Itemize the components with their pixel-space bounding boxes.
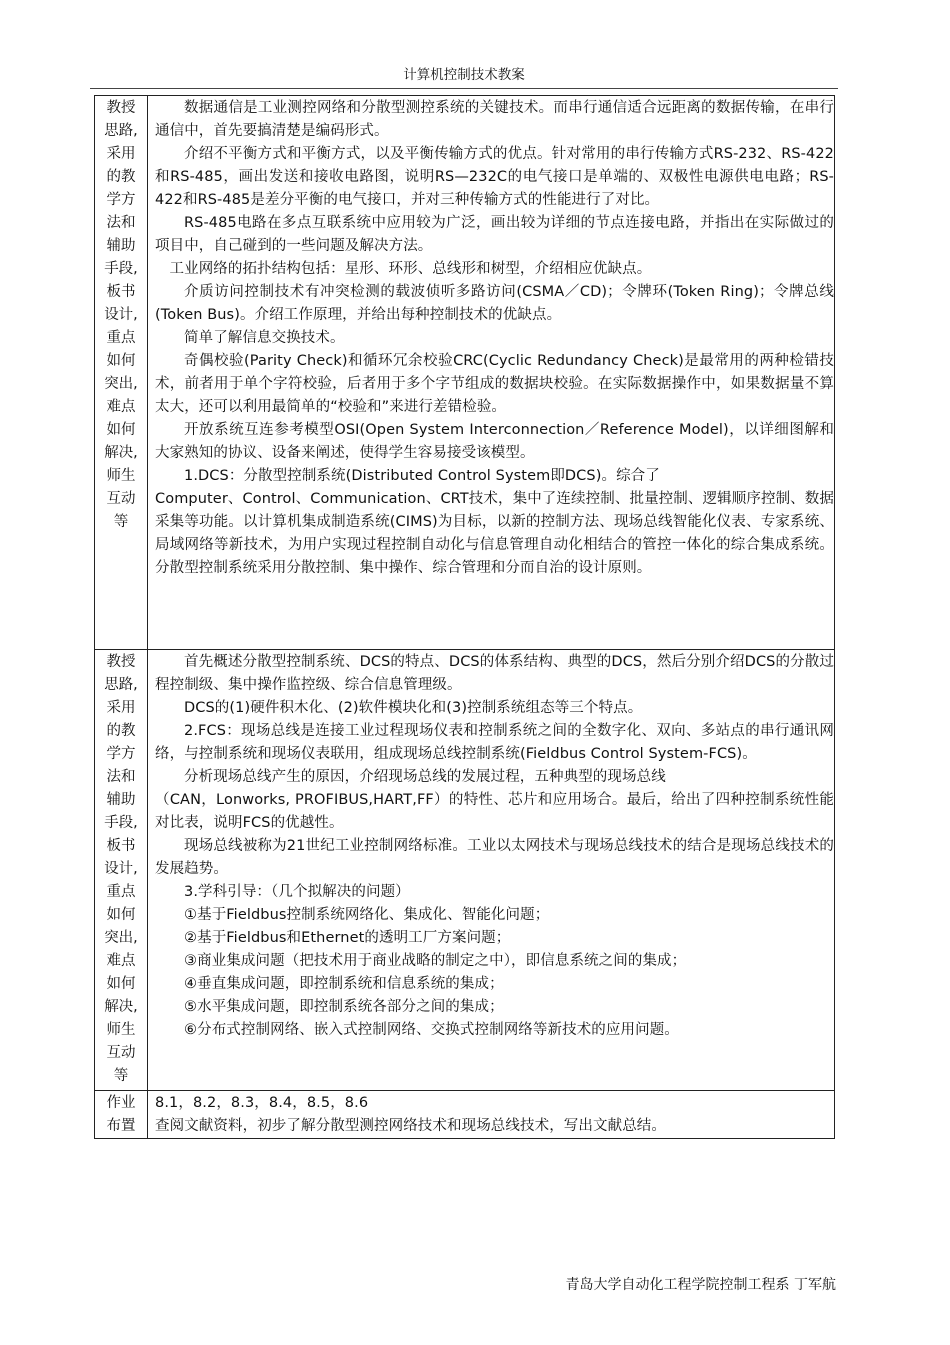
label-line: 手段, <box>104 261 138 277</box>
label-line: 作业 <box>106 1095 136 1111</box>
table-row-teaching-approach-2 <box>95 650 835 1091</box>
label-line: 互动 <box>106 1045 136 1061</box>
table-row-homework <box>95 1091 835 1139</box>
label-line: 解决, <box>104 445 138 461</box>
label-line: 设计, <box>104 307 138 323</box>
label-line: 思路, <box>104 123 138 139</box>
paragraph: 简单了解信息交换技术。 <box>184 330 345 346</box>
label-line: 辅助 <box>106 792 136 808</box>
paragraph: ⑤水平集成问题，即控制系统各部分之间的集成； <box>184 999 504 1015</box>
label-line: 板书 <box>106 838 136 854</box>
label-line: 难点 <box>106 953 136 969</box>
paragraph: ③商业集成问题（把技术用于商业战略的制定之中），即信息系统之间的集成； <box>184 953 687 969</box>
paragraph: 工业网络的拓扑结构包括：星形、环形、总线形和树型，介绍相应优缺点。 <box>169 261 652 277</box>
label-line: 学方 <box>106 192 136 208</box>
paragraph: ⑥分布式控制网络、嵌入式控制网络、交换式控制网络等新技术的应用问题。 <box>184 1022 679 1038</box>
paragraph: （CAN，Lonworks, PROFIBUS,HART,FF）的特性、芯片和应用场合。最后，给出了四种控制系统性能对比表，说明FCS的优越性。 <box>155 792 834 831</box>
paragraph: Computer、Control、Communication、CRT技术，集中了连续控制、批量控制、逻辑顺序控制、数据采集等功能。以计算机集成制造系统(CIMS)为目标，以新的控制方法、现场总线智能化仪表、专家系统、局域网络等新技术，为用户实现过程控制自动化与信息管理自动化相结合的管控一体化的综合集成系统。分散型控制系统采用分散控制、集中操作、综合管理和分而自治的设计原则。 <box>155 491 834 576</box>
label-line: 如何 <box>106 907 136 923</box>
label-line: 教授 <box>106 100 136 116</box>
label-line: 学方 <box>106 746 136 762</box>
paragraph: 介绍不平衡方式和平衡方式，以及平衡传输方式的优点。针对常用的串行传输方式RS-232、RS-422和RS-485，画出发送和接收电路图，说明RS—232C的电气接口是单端的、双极性电源供电电路；RS-422和RS-485是差分平衡的电气接口，并对三种传输方式的性能进行了对比。 <box>155 146 834 208</box>
page-header: 计算机控制技术教案 <box>90 66 838 89</box>
paragraph: ④垂直集成问题，即控制系统和信息系统的集成； <box>184 976 504 992</box>
paragraph: 首先概述分散型控制系统、DCS的特点、DCS的体系结构、典型的DCS，然后分别介绍DCS的分散过程控制级、集中操作监控级、综合信息管理级。 <box>155 654 834 693</box>
label-line: 板书 <box>106 284 136 300</box>
paragraph: ①基于Fieldbus控制系统网络化、集成化、智能化问题； <box>184 907 550 923</box>
label-line: 等 <box>113 1068 129 1084</box>
label-line: 如何 <box>106 353 136 369</box>
label-line: 设计, <box>104 861 138 877</box>
label-line: 如何 <box>106 976 136 992</box>
paragraph: ②基于Fieldbus和Ethernet的透明工厂方案问题； <box>184 930 511 946</box>
paragraph: DCS的(1)硬件积木化、(2)软件模块化和(3)控制系统组态等三个特点。 <box>184 700 643 716</box>
label-line: 重点 <box>106 884 136 900</box>
content-teaching-approach-1 <box>148 96 835 650</box>
label-line: 的教 <box>106 169 136 185</box>
label-line: 的教 <box>106 723 136 739</box>
row-label-homework <box>95 1091 148 1139</box>
label-line: 互动 <box>106 491 136 507</box>
label-line: 师生 <box>106 468 136 484</box>
lesson-plan-table <box>94 95 835 1139</box>
label-line: 师生 <box>106 1022 136 1038</box>
paragraph: 1.DCS：分散型控制系统(Distributed Control System即DCS)。综合了 <box>184 468 660 484</box>
row-label-teaching-approach <box>95 96 148 650</box>
label-line: 布置 <box>106 1118 136 1134</box>
label-line: 采用 <box>106 700 136 716</box>
table-row-teaching-approach-1 <box>95 96 835 650</box>
paragraph: 奇偶校验(Parity Check)和循环冗余校验CRC(Cyclic Redundancy Check)是最常用的两种检错技术，前者用于单个字符校验，后者用于多个字节组成的数据块校验。在实际数据操作中，如果数据量不算太大，还可以利用最简单的“校验和”来进行差错检验。 <box>155 353 834 415</box>
paragraph: 数据通信是工业测控网络和分散型测控系统的关键技术。而串行通信适合远距离的数据传输，在串行通信中，首先要搞清楚是编码形式。 <box>155 100 834 139</box>
label-line: 难点 <box>106 399 136 415</box>
content-teaching-approach-2 <box>148 650 835 1091</box>
homework-line: 8.1，8.2，8.3，8.4，8.5，8.6 <box>155 1095 369 1111</box>
label-line: 思路, <box>104 677 138 693</box>
paragraph: 现场总线被称为21世纪工业控制网络标准。工业以太网技术与现场总线技术的结合是现场总线技术的发展趋势。 <box>155 838 834 877</box>
paragraph: 分析现场总线产生的原因，介绍现场总线的发展过程，五种典型的现场总线 <box>184 769 666 785</box>
label-line: 突出, <box>104 930 138 946</box>
label-line: 辅助 <box>106 238 136 254</box>
label-line: 重点 <box>106 330 136 346</box>
label-line: 等 <box>113 514 129 530</box>
row-label-teaching-approach <box>95 650 148 1091</box>
paragraph: 开放系统互连参考模型OSI(Open System Interconnection／Reference Model)，以详细图解和大家熟知的协议、设备来阐述，使得学生容易接受该模型。 <box>155 422 834 461</box>
label-line: 手段, <box>104 815 138 831</box>
label-line: 教授 <box>106 654 136 670</box>
label-line: 法和 <box>106 769 136 785</box>
label-line: 解决, <box>104 999 138 1015</box>
homework-line: 查阅文献资料，初步了解分散型测控网络技术和现场总线技术，写出文献总结。 <box>155 1118 666 1134</box>
label-line: 采用 <box>106 146 136 162</box>
paragraph: 介质访问控制技术有冲突检测的载波侦听多路访问(CSMA／CD)；令牌环(Token Ring)；令牌总线(Token Bus)。介绍工作原理，并给出每种控制技术的优缺点。 <box>155 284 834 323</box>
paragraph: RS-485电路在多点互联系统中应用较为广泛，画出较为详细的节点连接电路，并指出在实际做过的项目中，自己碰到的一些问题及解决方法。 <box>155 215 834 254</box>
content-homework <box>148 1091 835 1139</box>
paragraph: 3.学科引导：（几个拟解决的问题） <box>184 884 410 900</box>
paragraph: 2.FCS：现场总线是连接工业过程现场仪表和控制系统之间的全数字化、双向、多站点的串行通讯网络，与控制系统和现场仪表联用，组成现场总线控制系统(Fieldbus Control System-FCS)。 <box>155 723 834 762</box>
page-footer: 青岛大学自动化工程学院控制工程系 丁军航 <box>565 1277 836 1293</box>
label-line: 如何 <box>106 422 136 438</box>
label-line: 法和 <box>106 215 136 231</box>
label-line: 突出, <box>104 376 138 392</box>
